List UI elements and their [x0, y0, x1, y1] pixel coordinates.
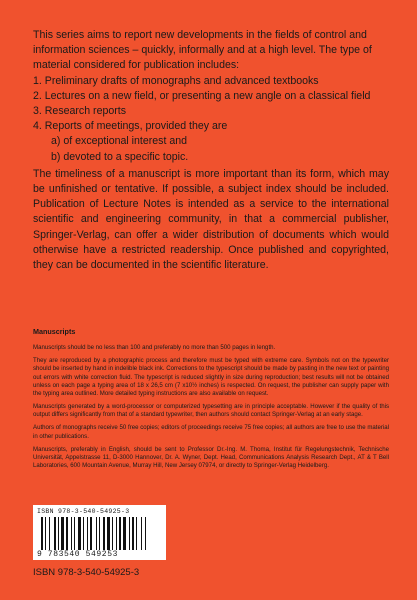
manuscripts-paragraph: Manuscripts should be no less than 100 and preferably no more than 500 pages in length.: [33, 344, 276, 352]
barcode-digits: 9 783540 549253: [37, 550, 119, 559]
barcode: [33, 505, 166, 560]
sub-list-item: a) of exceptional interest and: [51, 135, 188, 148]
manuscripts-paragraph: They are reproduced by a photographic process and therefore must be typed with extreme care. Symbols not on the typewriter should be inserted by hand in indelible black ink. Corrections to the typescript should be made by pasting in the new text or painting out errors with white correction fluid. The typescript is reduced slightly in size during reproduction; best results will not be obtained unless on each page a typing area of 18 x 26,5 cm (7 x10½ inches) is respected. On request, the publisher can supply paper with the typing area outlined. More detailed typing instructions are also available on request.: [33, 357, 389, 397]
sub-list-item: b) devoted to a specific topic.: [51, 150, 189, 163]
manuscripts-paragraph: Authors of monographs receive 50 free copies; editors of proceedings receive 75 free copies; all authors are free to use the material in other publications.: [33, 424, 389, 440]
list-item: 4. Reports of meetings, provided they are: [33, 120, 228, 133]
closing-paragraph: The timeliness of a manuscript is more important than its form, which may be unfinished or tentative. If possible, a subject index should be included. Publication of Lecture Notes is intended as a service to the international scientific and engineering community, in that a commercial publisher, Springer-Verlag, can offer a wider distribution of documents which would otherwise have a restricted readership. Once published and copyrighted, they can be documented in the scientific literature.: [33, 167, 389, 272]
publication-types-list: [33, 74, 389, 165]
isbn-footer: ISBN 978-3-540-54925-3: [33, 567, 140, 578]
list-item: 3. Research reports: [33, 105, 127, 118]
manuscripts-paragraph: Manuscripts generated by a word-processor or computerized typesetting are in principle acceptable. However if the quality of this output differs significantly from that of a standard typewriter, then authors should contact Springer-Verlag at an early stage.: [33, 403, 389, 419]
intro-paragraph: This series aims to report new developments in the fields of control and information sciences – quickly, informally and at a high level. The type of material considered for publication includes:: [33, 29, 372, 72]
barcode-isbn-label: ISBN 978-3-540-54925-3: [37, 508, 130, 515]
barcode-bars-icon: [41, 517, 158, 550]
manuscripts-paragraph: Manuscripts, preferably in English, should be sent to Professor Dr.-Ing. M. Thoma, Institut für Regelungstechnik, Technische Universität, Appelstrasse 11, D-3000 Hannover, Dr. A. Wyner, Dept. Head, Communications Analysis Research Dept., AT & T Bell Laboratories, 600 Mountain Avenue, Murray Hill, New Jersey 07974, or directly to Springer-Verlag Heidelberg.: [33, 445, 389, 470]
manuscripts-section: [33, 328, 389, 475]
series-description: [33, 28, 389, 273]
list-item: 1. Preliminary drafts of monographs and advanced textbooks: [33, 74, 319, 87]
manuscripts-heading: Manuscripts: [33, 327, 76, 336]
list-item: 2. Lectures on a new field, or presenting a new angle on a classical field: [33, 89, 371, 102]
